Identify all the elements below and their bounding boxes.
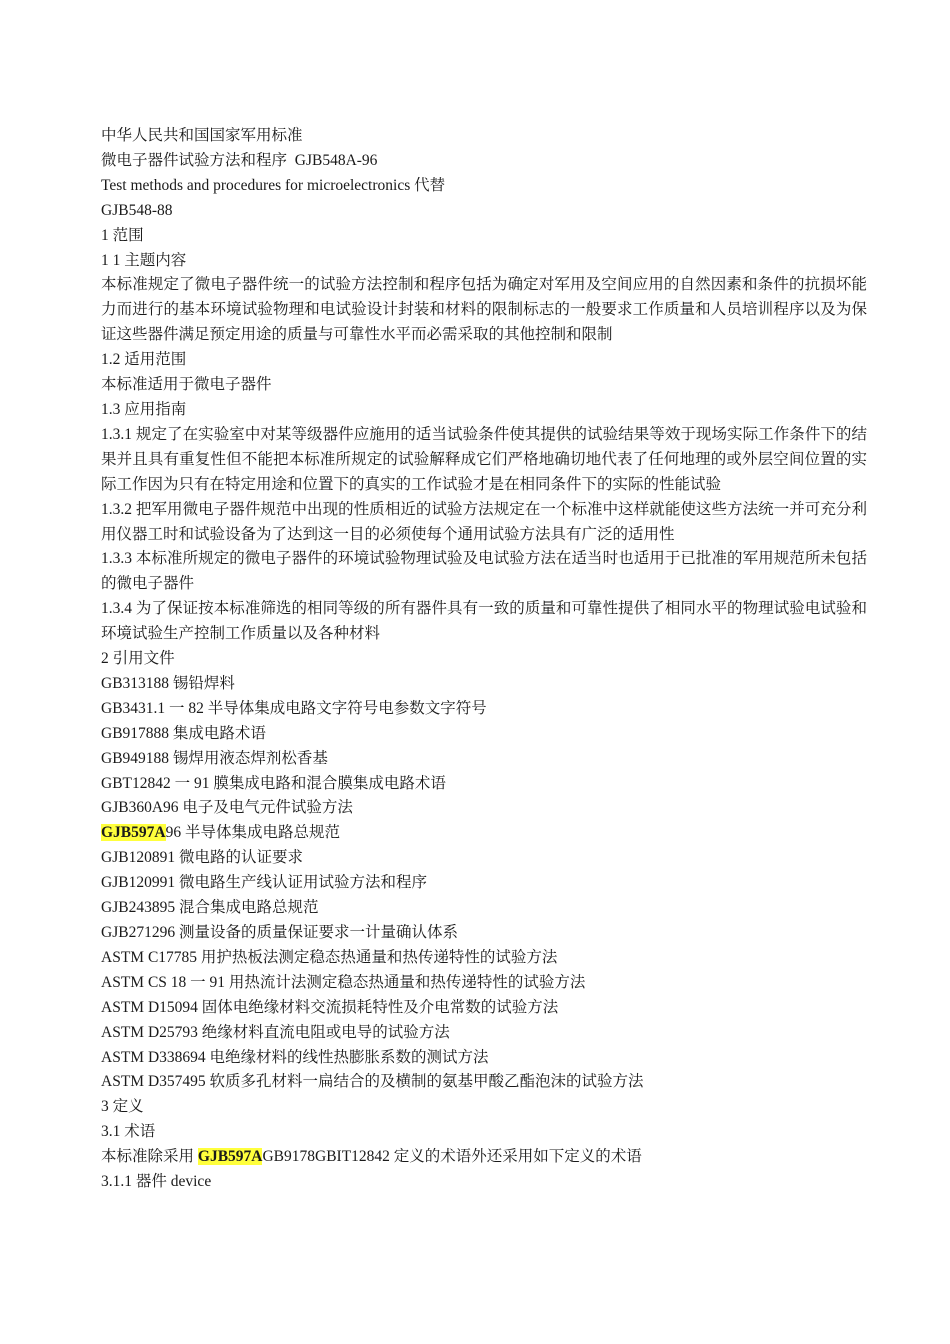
reference-item: GJB243895 混合集成电路总规范 <box>101 899 319 917</box>
section-3-1-body <box>101 1145 867 1170</box>
standard-title: 微电子器件试验方法和程序 GJB548A-96 <box>101 151 378 169</box>
section-3-1-prefix: 本标准除采用 <box>101 1148 198 1166</box>
reference-item-highlighted <box>101 821 867 846</box>
reference-item: ASTM D357495 软质多孔材料一扁结合的及横制的氨基甲酸乙酯泡沫的试验方法 <box>101 1073 644 1091</box>
section-1-title: 1 范围 <box>101 226 144 244</box>
reference-item: GBT12842 一 91 膜集成电路和混合膜集成电路术语 <box>101 774 446 792</box>
reference-item: GJB271296 测量设备的质量保证要求一计量确认体系 <box>101 924 458 941</box>
reference-item: GJB360A96 电子及电气元件试验方法 <box>101 799 353 817</box>
section-3-title: 3 定义 <box>101 1098 144 1116</box>
reference-item: ASTM D15094 固体电绝缘材料交流损耗特性及介电常数的试验方法 <box>101 998 559 1016</box>
section-2-title: 2 引用文件 <box>101 650 175 668</box>
reference-item: ASTM D25793 绝缘材料直流电阻或电导的试验方法 <box>101 1023 450 1041</box>
search-highlight: GJB597A <box>101 824 166 842</box>
section-1-1-title: 1 1 主题内容 <box>101 251 187 269</box>
reference-item: GB949188 锡焊用液态焊剂松香基 <box>101 749 328 767</box>
reference-item: ASTM CS 18 一 91 用热流计法测定稳态热通量和热传递特性的试验方法 <box>101 973 586 991</box>
section-1-3-4: 1.3.4 为了保证按本标准筛选的相同等级的所有器件具有一致的质量和可靠性提供了相同水平的物理试验电试验和环境试验生产控制工作质量以及各种材料 <box>101 600 867 643</box>
standard-english-title: Test methods and procedures for microelectronics 代替 <box>101 176 446 194</box>
reference-item: GJB120891 微电路的认证要求 <box>101 849 303 867</box>
section-1-2-body: 本标准适用于微电子器件 <box>101 376 272 394</box>
reference-item: ASTM C17785 用护热板法测定稳态热通量和热传递特性的试验方法 <box>101 948 558 966</box>
section-1-3-1: 1.3.1 规定了在实验室中对某等级器件应施用的适当试验条件使其提供的试验结果等效于现场实际工作条件下的结果并且具有重复性但不能把本标准所规定的试验解释成它们严格地确切地代表了任何地理的或外层空间位置的实际工作因为只有在特定用途和位置下的真实的工作试验才是在相同条件下的实际的性能试验 <box>101 425 867 493</box>
section-1-2-title: 1.2 适用范围 <box>101 351 187 369</box>
search-highlight: GJB597A <box>197 1148 263 1166</box>
reference-item: GJB120991 微电路生产线认证用试验方法和程序 <box>101 874 427 892</box>
reference-item-text: 96 半导体集成电路总规范 <box>165 824 340 842</box>
reference-item: GB313188 锡铅焊料 <box>101 674 235 692</box>
section-1-3-title: 1.3 应用指南 <box>101 400 187 418</box>
standard-heading: 中华人民共和国国家军用标准 <box>101 127 303 144</box>
section-3-1-title: 3.1 术语 <box>101 1123 156 1141</box>
replaced-standard: GJB548-88 <box>101 201 173 219</box>
document-page <box>101 124 867 1195</box>
section-3-1-suffix: GB9178GBIT12842 定义的术语外还采用如下定义的术语 <box>262 1148 642 1166</box>
reference-item: GB917888 集成电路术语 <box>101 724 266 742</box>
section-1-3-2: 1.3.2 把军用微电子器件规范中出现的性质相近的试验方法规定在一个标准中这样就能使这些方法统一并可充分利用仪器工时和试验设备为了达到这一目的必须使每个通用试验方法具有广泛的适用性 <box>101 500 867 543</box>
reference-item: GB3431.1 一 82 半导体集成电路文字符号电参数文字符号 <box>101 699 487 717</box>
section-1-1-body: 本标准规定了微电子器件统一的试验方法控制和程序包括为确定对军用及空间应用的自然因素和条件的抗损坏能力而进行的基本环境试验物理和电试验设计封装和材料的限制标志的一般要求工作质量和人员培训程序以及为保证这些器件满足预定用途的质量与可靠性水平而必需采取的其他控制和限制 <box>101 276 867 344</box>
section-3-1-1-title: 3.1.1 器件 device <box>101 1173 212 1191</box>
reference-item: ASTM D338694 电绝缘材料的线性热膨胀系数的测试方法 <box>101 1048 489 1066</box>
section-1-3-3: 1.3.3 本标准所规定的微电子器件的环境试验物理试验及电试验方法在适当时也适用于已批准的军用规范所未包括的微电子器件 <box>101 550 867 593</box>
